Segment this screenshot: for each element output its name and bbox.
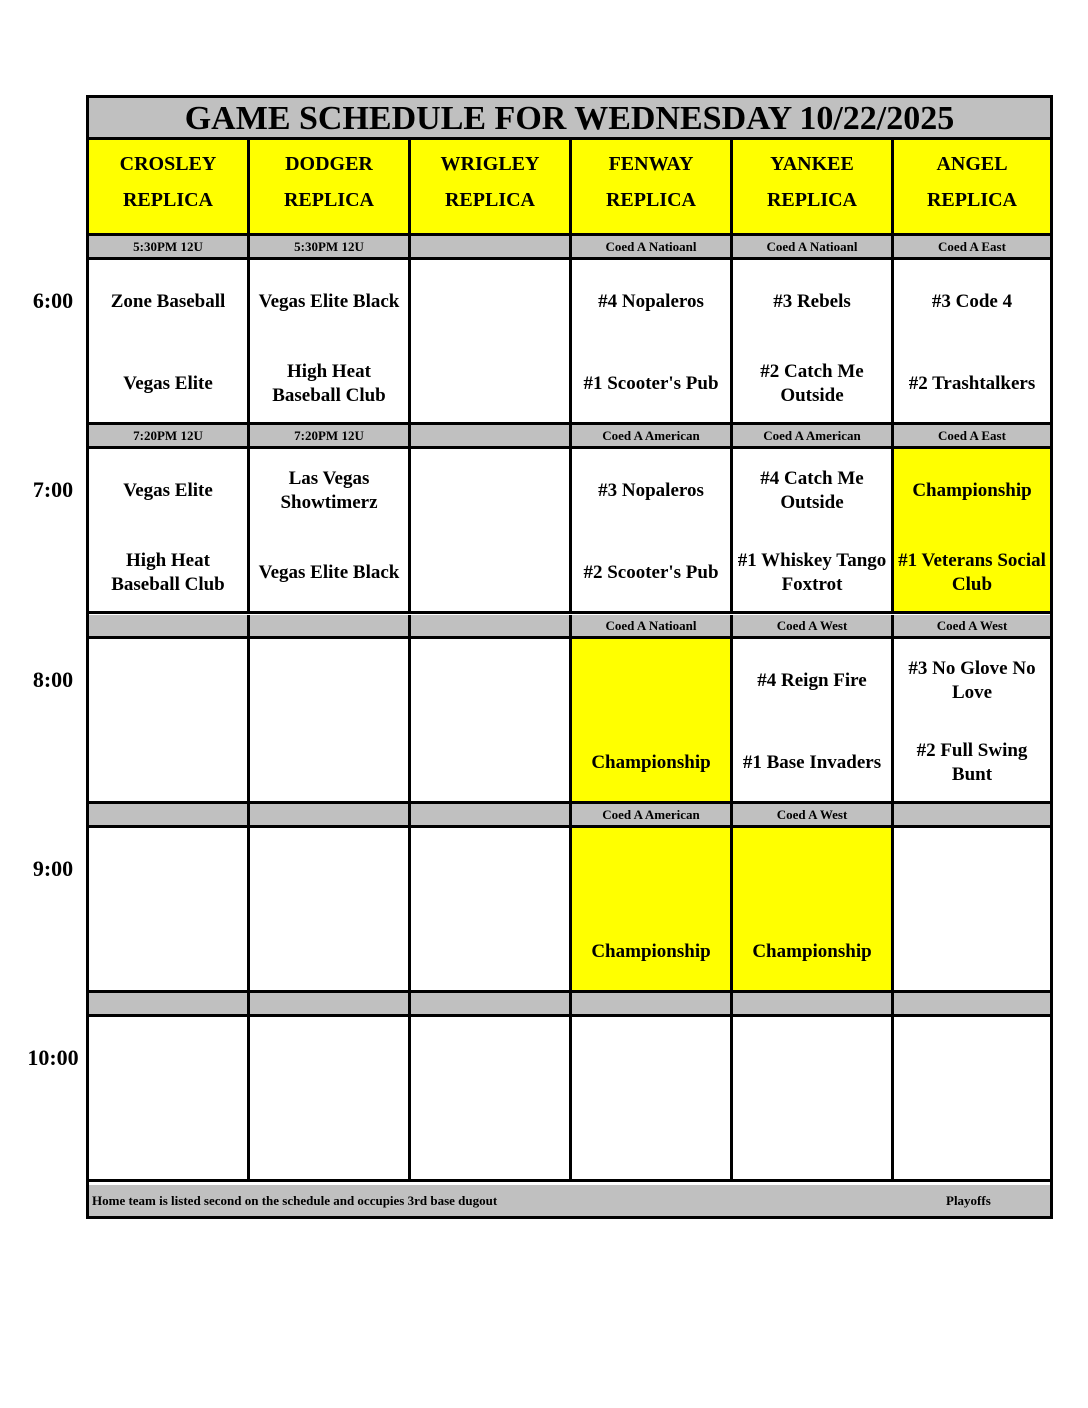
page-title: GAME SCHEDULE FOR WEDNESDAY 10/22/2025	[89, 98, 1050, 140]
division-band: Coed A East	[894, 425, 1050, 449]
game-cell	[733, 449, 894, 614]
division-band: 5:30PM 12U	[250, 236, 411, 260]
game-cell	[89, 1017, 250, 1182]
home-team	[91, 735, 245, 791]
away-team	[91, 1031, 245, 1087]
time-label: 9:00	[32, 856, 74, 881]
division-band	[250, 804, 411, 828]
division-band: Coed A West	[733, 804, 894, 828]
field-subtitle: REPLICA	[766, 189, 857, 211]
game-cell	[572, 639, 733, 804]
away-team: Vegas Elite Black	[258, 291, 400, 312]
game-cell	[894, 1017, 1050, 1182]
division-band: Coed A West	[733, 615, 894, 639]
home-team: Vegas Elite Black	[258, 562, 400, 583]
home-team: Vegas Elite	[123, 373, 213, 394]
home-team: #1 Whiskey Tango Foxtrot	[737, 550, 887, 595]
field-subtitle: REPLICA	[926, 189, 1017, 211]
division-band: 7:20PM 12U	[89, 425, 250, 449]
field-header-crosley	[89, 140, 250, 236]
division-band	[89, 993, 250, 1017]
field-header-dodger	[250, 140, 411, 236]
away-team: #4 Reign Fire	[757, 670, 867, 691]
home-team: #2 Catch Me Outside	[760, 361, 864, 406]
game-cell	[89, 639, 250, 804]
division-band	[411, 804, 572, 828]
game-cell	[894, 828, 1050, 993]
away-team: #3 Rebels	[773, 291, 851, 312]
game-cell	[572, 449, 733, 614]
away-team	[252, 842, 406, 898]
away-team	[574, 653, 728, 709]
home-team	[413, 1113, 567, 1169]
field-name: YANKEE	[770, 153, 854, 175]
field-name: FENWAY	[608, 153, 694, 175]
field-subtitle: REPLICA	[444, 189, 535, 211]
division-band: 5:30PM 12U	[89, 236, 250, 260]
game-cell	[250, 639, 411, 804]
home-team: #1 Veterans Social Club	[898, 550, 1046, 595]
home-team: #2 Trashtalkers	[908, 373, 1036, 394]
footer-bar	[89, 1185, 1050, 1216]
division-band: Coed A American	[572, 804, 733, 828]
footer-playoffs: Playoffs	[946, 1193, 991, 1208]
division-band: Coed A American	[733, 425, 894, 449]
division-band	[894, 993, 1050, 1017]
away-team	[413, 842, 567, 898]
game-cell	[89, 828, 250, 993]
away-team: Zone Baseball	[110, 291, 226, 312]
home-team: High Heat Baseball Club	[111, 550, 225, 595]
division-band: Coed A Natioanl	[572, 615, 733, 639]
division-band	[250, 615, 411, 639]
division-band	[89, 615, 250, 639]
field-name: WRIGLEY	[440, 153, 540, 175]
footer-note: Home team is listed second on the schedule and occupies 3rd base dugout	[92, 1193, 498, 1208]
home-team: High Heat Baseball Club	[272, 361, 386, 406]
field-header-wrigley	[411, 140, 572, 236]
game-cell	[572, 828, 733, 993]
division-band	[411, 615, 572, 639]
game-cell	[733, 639, 894, 804]
home-team: Championship	[752, 941, 872, 962]
home-team: Championship	[591, 752, 711, 773]
division-band: 7:20PM 12U	[250, 425, 411, 449]
home-team	[252, 735, 406, 791]
away-team: Championship	[912, 480, 1032, 501]
home-team	[574, 1113, 728, 1169]
division-band: Coed A Natioanl	[572, 236, 733, 260]
time-label: 8:00	[32, 667, 74, 692]
division-band	[411, 425, 572, 449]
division-band	[411, 993, 572, 1017]
field-header-fenway	[572, 140, 733, 236]
game-cell	[250, 260, 411, 425]
away-team	[413, 653, 567, 709]
game-cell	[89, 260, 250, 425]
game-cell	[733, 260, 894, 425]
field-subtitle: REPLICA	[283, 189, 374, 211]
division-band: Coed A American	[572, 425, 733, 449]
game-cell	[411, 828, 572, 993]
time-label: 10:00	[27, 1045, 79, 1070]
away-team	[574, 842, 728, 898]
home-team	[413, 356, 567, 412]
away-team	[413, 274, 567, 330]
game-cell	[894, 639, 1050, 804]
game-cell	[89, 449, 250, 614]
game-cell	[733, 828, 894, 993]
home-team	[252, 1113, 406, 1169]
away-team	[896, 842, 1048, 898]
away-team	[252, 653, 406, 709]
game-cell	[250, 449, 411, 614]
home-team: #1 Scooter's Pub	[583, 373, 719, 394]
time-label: 7:00	[32, 477, 74, 502]
game-cell	[250, 828, 411, 993]
field-name: DODGER	[285, 153, 373, 175]
away-team	[735, 842, 889, 898]
division-band: Coed A Natioanl	[733, 236, 894, 260]
away-team	[574, 1031, 728, 1087]
away-team: Las Vegas Showtimerz	[280, 468, 378, 513]
game-cell	[572, 260, 733, 425]
home-team: #2 Full Swing Bunt	[916, 740, 1028, 785]
game-cell	[411, 260, 572, 425]
away-team: #3 Nopaleros	[598, 480, 704, 501]
game-cell	[894, 449, 1050, 614]
away-team: #3 No Glove No Love	[908, 658, 1036, 703]
home-team	[413, 545, 567, 601]
field-name: ANGEL	[936, 153, 1008, 175]
division-band	[733, 993, 894, 1017]
home-team: Championship	[591, 941, 711, 962]
division-band: Coed A East	[894, 236, 1050, 260]
division-band	[89, 804, 250, 828]
home-team	[735, 1113, 889, 1169]
away-team: #4 Catch Me Outside	[760, 468, 864, 513]
home-team	[252, 924, 406, 980]
game-cell	[250, 1017, 411, 1182]
away-team	[91, 842, 245, 898]
home-team: #1 Base Invaders	[742, 752, 882, 773]
game-cell	[572, 1017, 733, 1182]
away-team: Vegas Elite	[123, 480, 213, 501]
home-team	[413, 735, 567, 791]
away-team	[91, 653, 245, 709]
away-team	[252, 1031, 406, 1087]
time-label: 6:00	[32, 288, 74, 313]
schedule-sheet	[86, 95, 1053, 1219]
home-team	[896, 924, 1048, 980]
home-team	[91, 924, 245, 980]
field-name: CROSLEY	[119, 153, 217, 175]
away-team: #4 Nopaleros	[598, 291, 704, 312]
field-header-yankee	[733, 140, 894, 236]
home-team: #2 Scooter's Pub	[583, 562, 719, 583]
division-band	[411, 236, 572, 260]
away-team	[413, 1031, 567, 1087]
division-band: Coed A West	[894, 615, 1050, 639]
away-team: #3 Code 4	[931, 291, 1013, 312]
away-team	[413, 463, 567, 519]
game-cell	[733, 1017, 894, 1182]
away-team	[896, 1031, 1048, 1087]
field-header-angel	[894, 140, 1050, 236]
division-band	[894, 804, 1050, 828]
game-cell	[411, 449, 572, 614]
division-band	[250, 993, 411, 1017]
field-subtitle: REPLICA	[605, 189, 696, 211]
field-subtitle: REPLICA	[122, 189, 213, 211]
division-band	[572, 993, 733, 1017]
game-cell	[411, 639, 572, 804]
home-team	[413, 924, 567, 980]
home-team	[91, 1113, 245, 1169]
game-cell	[411, 1017, 572, 1182]
home-team	[896, 1113, 1048, 1169]
game-cell	[894, 260, 1050, 425]
away-team	[735, 1031, 889, 1087]
